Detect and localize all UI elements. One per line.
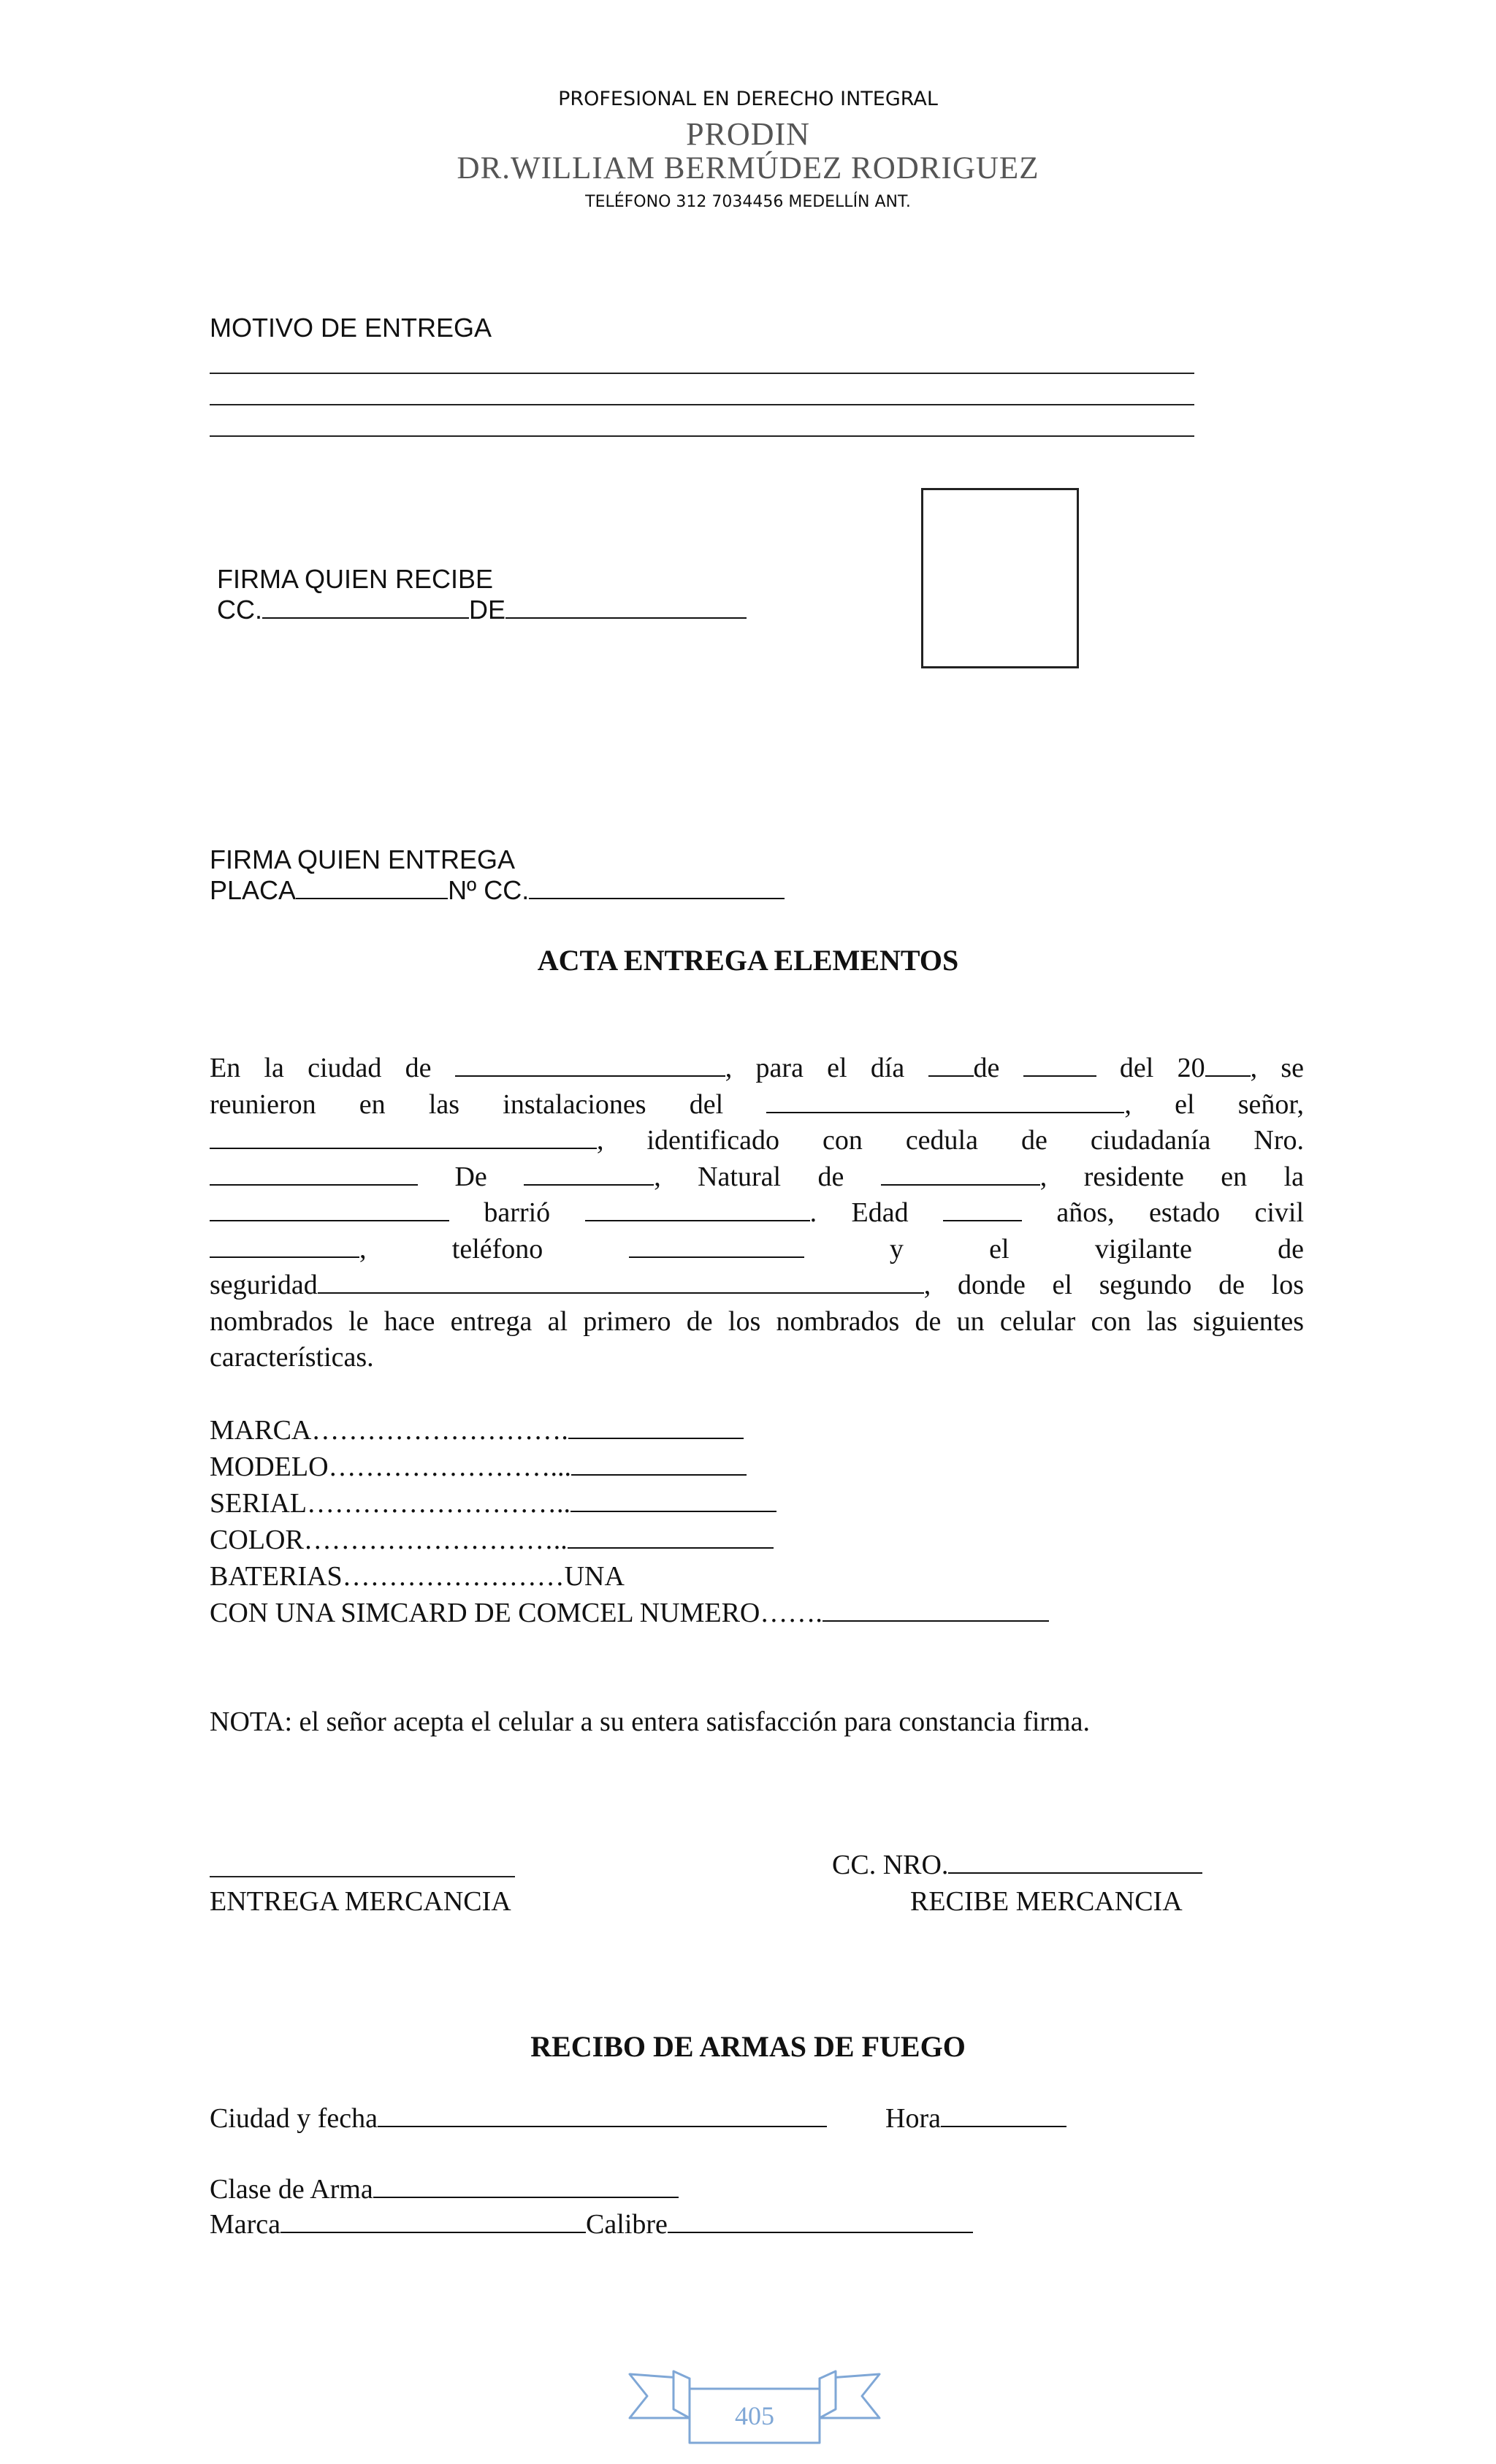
placa-blank[interactable]: [296, 876, 448, 899]
motivo-line-1[interactable]: [210, 373, 1194, 374]
text-de-2: De: [454, 1161, 487, 1192]
firma-recibe-label: FIRMA QUIEN RECIBE: [217, 564, 494, 594]
ribbon-right-fold: [820, 2371, 836, 2418]
text-de: de: [973, 1053, 1000, 1083]
entrega-mercancia: ENTREGA MERCANCIA: [210, 1886, 511, 1917]
acta-line-3: [210, 1123, 1304, 1159]
item-baterias: BATERIAS……………………UNA: [210, 1561, 625, 1592]
expedida-blank[interactable]: [524, 1162, 654, 1186]
text-segundo: , donde el segundo de los: [923, 1270, 1304, 1300]
de-label: DE: [469, 595, 506, 625]
item-color-label: COLOR………………………..: [210, 1525, 568, 1555]
nro-cc-label: Nº CC.: [448, 875, 530, 905]
motivo-line-3[interactable]: [210, 435, 1194, 437]
acta-paragraph: [210, 1050, 1304, 1376]
text-estado-civil: años, estado civil: [1056, 1197, 1305, 1228]
fingerprint-box: [921, 488, 1079, 668]
acta-title: ACTA ENTREGA ELEMENTOS: [537, 944, 959, 977]
simcard-blank[interactable]: [823, 1598, 1049, 1622]
acta-line-4: [210, 1159, 1304, 1196]
item-marca-label: MARCA……………………….: [210, 1415, 568, 1446]
serial-blank[interactable]: [570, 1489, 776, 1512]
item-modelo-label: MODELO……………………...: [210, 1452, 572, 1482]
page-number: 405: [735, 2401, 774, 2430]
natural-blank[interactable]: [881, 1162, 1040, 1186]
recibe-mercancia: RECIBE MERCANCIA: [910, 1886, 1183, 1917]
item-serial-label: SERIAL………………………..: [210, 1488, 570, 1519]
text-telefono: , teléfono: [359, 1233, 543, 1265]
instalaciones-blank[interactable]: [766, 1090, 1124, 1113]
header-doctor: DR.WILLIAM BERMÚDEZ RODRIGUEZ: [457, 151, 1039, 186]
marca-calibre-line: [210, 2206, 973, 2243]
cc-nro-line: [832, 1847, 1202, 1883]
de-blank[interactable]: [505, 595, 747, 619]
items-list: [210, 1412, 1049, 1631]
ribbon-left-fold: [673, 2371, 690, 2418]
acta-line-8: nombrados le hace entrega al primero de los nombrados de un celular con las siguientes: [210, 1305, 1304, 1337]
ciudad-blank[interactable]: [455, 1053, 725, 1077]
anio-blank[interactable]: [1205, 1053, 1251, 1077]
header-phone: TELÉFONO 312 7034456 MEDELLÍN ANT.: [585, 193, 911, 211]
item-modelo: [210, 1449, 1049, 1485]
motivo-line-2[interactable]: [210, 404, 1194, 405]
entrega-signature-line[interactable]: [210, 1876, 515, 1877]
recibo-title: RECIBO DE ARMAS DE FUEGO: [530, 2030, 966, 2063]
header-acronym: PRODIN: [686, 116, 810, 152]
senor-blank[interactable]: [210, 1126, 597, 1149]
firma-entrega-label: FIRMA QUIEN ENTREGA: [210, 844, 516, 874]
cc-nro-label: CC. NRO.: [832, 1850, 949, 1880]
item-simcard: [210, 1595, 1049, 1631]
clase-arma-line: [210, 2171, 679, 2208]
estado-civil-blank[interactable]: [210, 1235, 359, 1258]
acta-line-5: [210, 1195, 1304, 1232]
marca-blank[interactable]: [568, 1416, 744, 1439]
ciudad-fecha-blank[interactable]: [378, 2104, 827, 2127]
marca-label: Marca: [210, 2209, 281, 2240]
cc-blank[interactable]: [262, 595, 469, 619]
ciudad-fecha-label: Ciudad y fecha: [210, 2103, 378, 2134]
hora-blank[interactable]: [941, 2104, 1066, 2127]
clase-arma-blank[interactable]: [373, 2175, 679, 2198]
text-residente: , residente en la: [1039, 1161, 1305, 1192]
text-dia: , para el día: [725, 1053, 905, 1083]
text-se: , se: [1250, 1053, 1304, 1083]
barrio-blank[interactable]: [585, 1198, 810, 1221]
hora-line: [885, 2100, 1066, 2137]
clase-arma-label: Clase de Arma: [210, 2174, 373, 2205]
acta-line-6: [210, 1232, 1304, 1268]
text-natural: , Natural de: [654, 1161, 844, 1192]
edad-blank[interactable]: [943, 1198, 1022, 1221]
nro-cc-blank[interactable]: [529, 876, 785, 899]
item-marca: [210, 1412, 1049, 1449]
ciudad-fecha-line: [210, 2100, 827, 2137]
motivo-label: MOTIVO DE ENTREGA: [210, 313, 492, 343]
firma-entrega-placa-line: [210, 875, 785, 906]
placa-label: PLACA: [210, 875, 297, 905]
acta-line-2: [210, 1087, 1304, 1124]
item-simcard-label: CON UNA SIMCARD DE COMCEL NUMERO…….: [210, 1598, 823, 1628]
header-org: PROFESIONAL EN DERECHO INTEGRAL: [558, 88, 938, 110]
dia-blank[interactable]: [928, 1053, 974, 1077]
text-senor: , el señor,: [1124, 1088, 1305, 1120]
text-vigilante: y el vigilante de: [889, 1233, 1305, 1265]
acta-line-9: características.: [210, 1342, 374, 1373]
acta-line-7: [210, 1267, 1304, 1304]
modelo-blank[interactable]: [571, 1452, 747, 1476]
acta-line-1: [210, 1050, 1304, 1087]
text-edad: . Edad: [809, 1197, 909, 1228]
marca-arma-blank[interactable]: [280, 2210, 586, 2233]
item-color: [210, 1522, 1049, 1558]
text-ciudad: En la ciudad de: [210, 1053, 432, 1083]
cc-nro-blank[interactable]: [948, 1850, 1202, 1874]
firma-recibe-cc-line: [217, 595, 747, 625]
calibre-blank[interactable]: [668, 2210, 973, 2233]
text-del-20: del 20: [1119, 1053, 1205, 1083]
item-serial: [210, 1485, 1049, 1522]
residencia-blank[interactable]: [210, 1198, 449, 1221]
mes-blank[interactable]: [1023, 1053, 1096, 1077]
text-seguridad: seguridad: [210, 1270, 318, 1300]
hora-label: Hora: [885, 2103, 941, 2134]
nota: NOTA: el señor acepta el celular a su entera satisfacción para constancia firma.: [210, 1706, 1090, 1737]
color-blank[interactable]: [568, 1525, 774, 1549]
calibre-label: Calibre: [586, 2209, 668, 2240]
cedula-blank[interactable]: [210, 1162, 418, 1186]
text-reunieron: reunieron en las instalaciones del: [210, 1088, 724, 1120]
telefono-blank[interactable]: [629, 1235, 804, 1258]
text-barrio: barrió: [484, 1197, 551, 1228]
text-identificado: , identificado con cedula de ciudadanía Nro.: [597, 1125, 1304, 1156]
vigilante-blank[interactable]: [318, 1270, 924, 1294]
cc-label: CC.: [217, 595, 262, 625]
